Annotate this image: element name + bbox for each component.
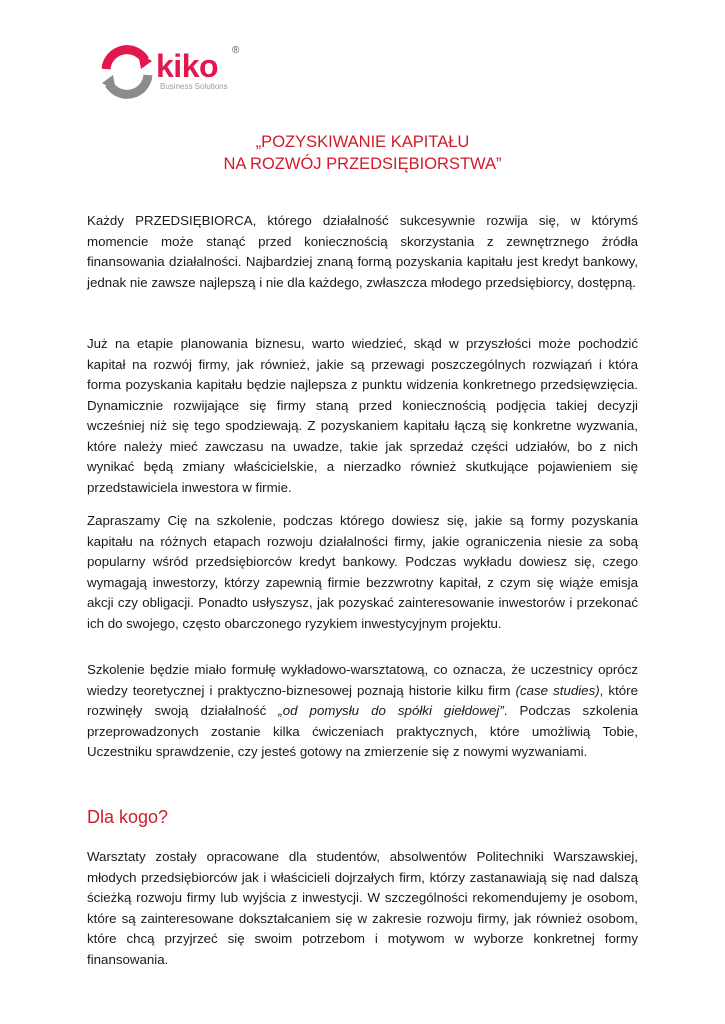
format-text-2: , które rozwinęły swoją działalność <box>87 682 638 718</box>
case-studies-italic: (case studies) <box>515 682 600 698</box>
circular-arrows-logo-icon <box>100 45 154 99</box>
section-heading-for-whom: Dla kogo? <box>87 807 169 827</box>
format-text-1: Szkolenie będzie miało formułę wykładowo-warsztatową, co oznacza, że uczestnicy oprócz wiedzy teoretycznej i praktyczno-biznesowej poznają historie kilku firm <box>87 662 638 698</box>
logo-subtitle: Business Solutions <box>160 82 228 91</box>
planning-paragraph: Już na etapie planowania biznesu, warto wiedzieć, skąd w przyszłości może pochodzić kapitał na rozwój firmy, jak również, jakie są przewagi poszczególnych rozwiązań i która forma pozyskania kapitału będzie najlepsza z punktu widzenia konkretnego przedsięwzięcia. Dynamicznie rozwijające się firmy staną przed koniecznością podjęcia takiej decyzji wcześniej niż się tego spodziewają. Z pozyskaniem kapitału łączą się konkretne wyzwania, które należy mieć zawczasu na uwadze, takie jak sprzedaż części udziałów, bo z nich wynikać będą zmiany właścicielskie, a nierzadko również skutkujące pojawieniem się przedstawiciela inwestora w firmie. <box>87 336 638 495</box>
audience-paragraph: Warsztaty zostały opracowane dla studentów, absolwentów Politechniki Warszawskiej, młodych przedsiębiorców jak i właścicieli dojrzałych firm, którzy zastanawiają się nad dalszą ścieżką rozwoju firmy lub wyjścia z inwestycji. W szczególności rekomendujemy je osobom, które są zainteresowane dokształcaniem się w zakresie rozwoju firmy, jak również osobom, które chcą przyjrzeć się swoim potrzebom i motywom w wyborze konkretnej formy finansowania. <box>87 849 638 967</box>
title-line-1: „POZYSKIWANIE KAPITAŁU <box>255 133 470 151</box>
title-line-2: NA ROZWÓJ PRZEDSIĘBIORSTWA” <box>223 155 502 173</box>
registered-mark: ® <box>232 45 240 56</box>
logo-brand-name: kiko <box>156 48 219 84</box>
document-title <box>87 131 638 175</box>
invitation-paragraph: Zapraszamy Cię na szkolenie, podczas którego dowiesz się, jakie są formy pozyskania kapitału na różnych etapach rozwoju działalności firmy, jakie ograniczenia niesie za sobą popularny wśród przedsiębiorców kredyt bankowy. Podczas wykładu dowiesz się, czego wymagają inwestorzy, którzy zapewnią firmie bezzwrotny kapitał, z czym się wiąże emisja akcji czy obligacji. Ponadto usłyszysz, jak pozyskać zainteresowanie inwestorów i przekonać ich do swojego, często obarczonego ryzykiem inwestycyjnym projektu. <box>87 513 638 631</box>
kiko-logo <box>100 45 250 100</box>
format-text-3: . Podczas szkolenia przeprowadzonych zostanie kilka ćwiczeniach praktycznych, które umożliwią Tobie, Uczestniku sprawdzenie, czy jesteś gotowy na zmierzenie się z nowymi wyzwaniami. <box>87 703 638 759</box>
idea-to-company-italic: „od pomysłu do spółki giełdowej” <box>278 703 504 718</box>
format-paragraph <box>87 660 638 763</box>
intro-paragraph: Każdy PRZEDSIĘBIORCA, którego działalność sukcesywnie rozwija się, w którymś momencie może stanąć przed koniecznością skorzystania z zewnętrznego źródła finansowania działalności. Najbardziej znaną formą pozyskania kapitału jest kredyt bankowy, jednak nie zawsze najlepszą i nie dla każdego, zwłaszcza młodego przedsiębiorcy, dostępną. <box>87 213 638 290</box>
